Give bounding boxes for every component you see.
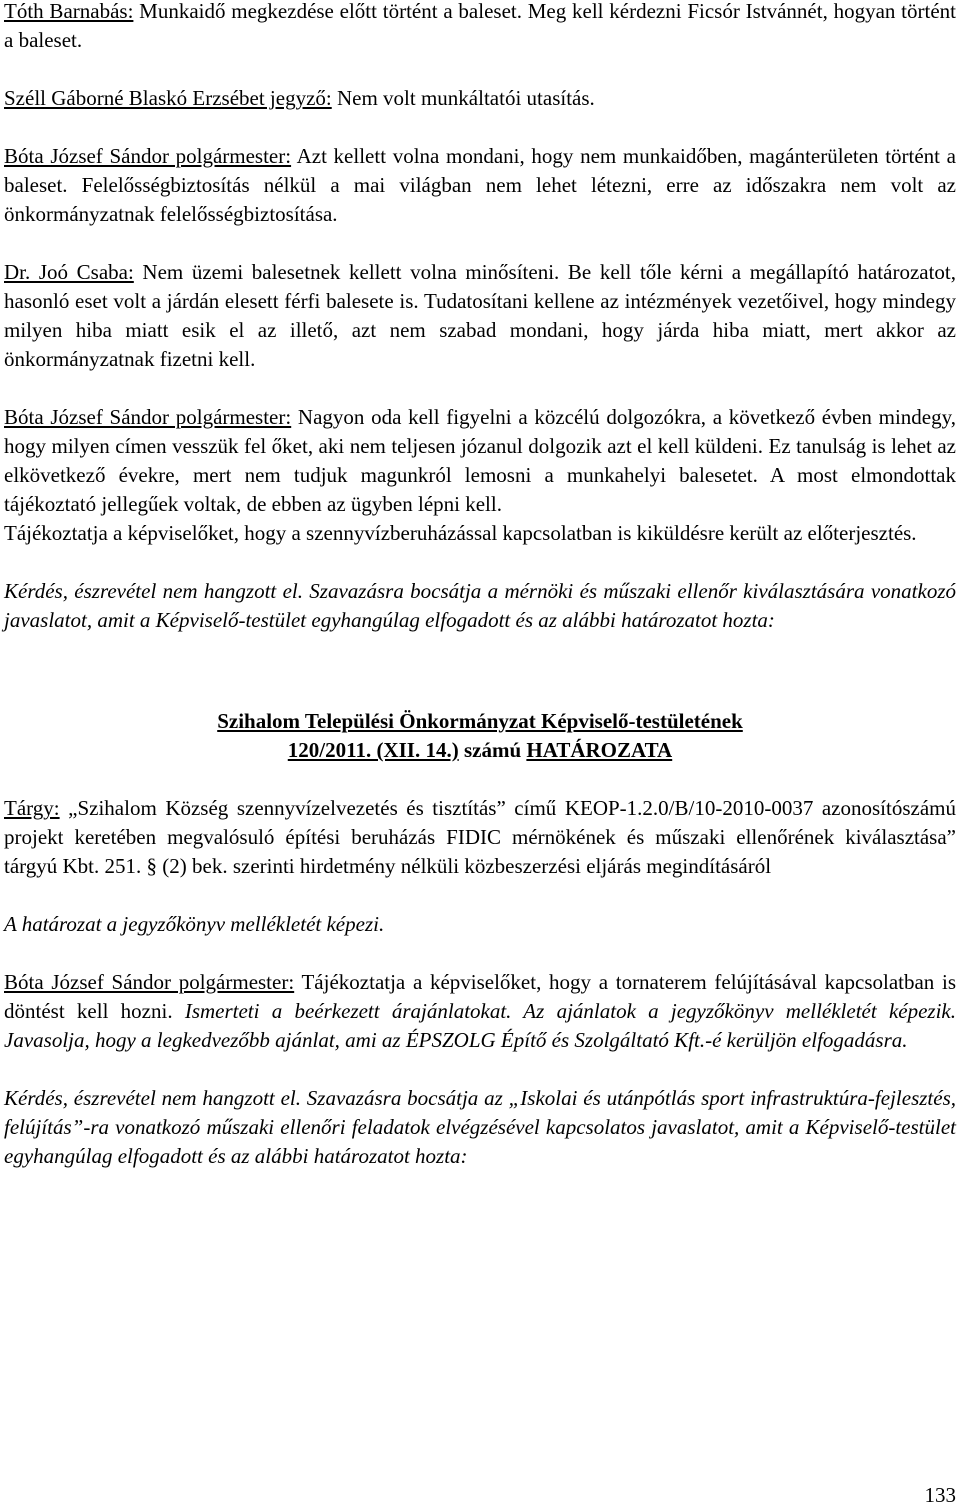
paragraph-text: Tájékoztatja a képviselőket, hogy a szennyvízberuházással kapcsolatban is kiküldésre került az előterjesztés. <box>4 521 917 545</box>
document-page <box>4 0 956 1171</box>
paragraph-text: Nagyon oda kell figyelni a közcélú dolgozókra, a következő évben mindegy, hogy milyen címen vesszük fel őket, aki nem teljesen józanul dolgozik azt el kell küldeni. Ez tanulság is lehet az elkövetkező évekre, mert nem tudjuk magunkról lemosni a munkahelyi balesetet. A most elmondottak tájékoztató jellegűek voltak, de ebben az ügyben lépni kell. <box>4 405 956 516</box>
page-number: 133 <box>924 1483 956 1507</box>
paragraph-text: Kérdés, észrevétel nem hangzott el. Szavazásra bocsátja az „Iskolai és utánpótlás sport infrastruktúra-fejlesztés, felújítás”-ra vonatkozó műszaki ellenőri feladatok elvégzésével kapcsolatos javaslatot, amit a Képviselő-testület egyhangúlag elfogadott és az alábbi határozatot hozta: <box>4 1086 956 1168</box>
paragraph-tajekoztatja <box>4 519 956 548</box>
paragraph-text: Tájékoztatja a képviselőket, hogy a tornaterem felújításával kapcsolatban is döntést kell hozni. <box>4 970 957 1023</box>
paragraph-joo-csaba <box>4 258 956 374</box>
paragraph-szavazas-1 <box>4 577 956 635</box>
paragraph-bota-1 <box>4 142 956 229</box>
resolution-number: 120/2011. (XII. 14.) <box>287 738 459 762</box>
speaker-name: Széll Gáborné Blaskó Erzsébet jegyző: <box>4 86 332 110</box>
paragraph-text: Munkaidő megkezdése előtt történt a baleset. Meg kell kérdezni Ficsór Istvánnét, hogyan történt a baleset. <box>4 0 956 52</box>
resolution-suffix: számú <box>458 738 527 762</box>
speaker-name: Tóth Barnabás: <box>4 0 134 23</box>
resolution-kind: HATÁROZATA <box>526 738 673 762</box>
paragraph-text: Kérdés, észrevétel nem hangzott el. Szavazásra bocsátja a mérnöki és műszaki ellenőr kiválasztására vonatkozó javaslatot, amit a Képviselő-testület egyhangúlag elfogadott és az alábbi határozatot hozta: <box>4 579 956 632</box>
paragraph-toth-barnabas <box>4 0 956 55</box>
paragraph-szell-gaborne <box>4 84 956 113</box>
paragraph-szavazas-2 <box>4 1084 956 1171</box>
speaker-name: Dr. Joó Csaba: <box>4 260 134 284</box>
resolution-number-line <box>4 736 956 765</box>
resolution-title-text: Szihalom Települési Önkormányzat Képviselő-testületének <box>217 709 743 733</box>
paragraph-italic-text: Ismerteti a beérkezett árajánlatokat. Az ajánlatok a jegyzőkönyv mellékletét képezik. Javasolja, hogy a legkedvezőbb ajánlat, ami az ÉPSZOLG Építő és Szolgáltató Kft.-é kerüljön elfogadásra. <box>4 999 956 1052</box>
subject-label: Tárgy: <box>4 796 60 820</box>
speaker-name: Bóta József Sándor polgármester: <box>4 405 292 429</box>
paragraph-melleklet <box>4 910 956 939</box>
paragraph-text: Azt kellett volna mondani, hogy nem munkaidőben, magánterületen történt a baleset. Felelősségbiztosítás nélkül a mai világban nem lehet létezni, erre az időszakra nem volt az önkormányzatnak felelősségbiztosítása. <box>4 144 957 226</box>
paragraph-text: A határozat a jegyzőkönyv mellékletét képezi. <box>4 912 385 936</box>
paragraph-text: Nem volt munkáltatói utasítás. <box>331 86 595 110</box>
paragraph-bota-3 <box>4 968 956 1055</box>
speaker-name: Bóta József Sándor polgármester: <box>4 144 292 168</box>
paragraph-bota-2 <box>4 403 956 519</box>
speaker-name: Bóta József Sándor polgármester: <box>4 970 295 994</box>
paragraph-text: „Szihalom Község szennyvízelvezetés és tisztítás” című KEOP-1.2.0/B/10-2010-0037 azonosítószámú projekt keretében megvalósuló építési beruházás FIDIC mérnökének és műszaki ellenőrének kiválasztása” tárgyú Kbt. 251. § (2) bek. szerinti hirdetmény nélküli közbeszerzési eljárás megindításáról <box>4 796 956 878</box>
paragraph-text: Nem üzemi balesetnek kellett volna minősíteni. Be kell tőle kérni a megállapító határozatot, hasonló eset volt a járdán elesett férfi balesete is. Tudatosítani kellene az intézmények vezetőivel, hogy mindegy milyen hiba miatt esik el az illető, azt nem szabad mondani, hogy járda hiba miatt, mert akkor az önkormányzatnak fizetni kell. <box>4 260 957 371</box>
paragraph-targy <box>4 794 956 881</box>
resolution-title <box>4 707 956 736</box>
